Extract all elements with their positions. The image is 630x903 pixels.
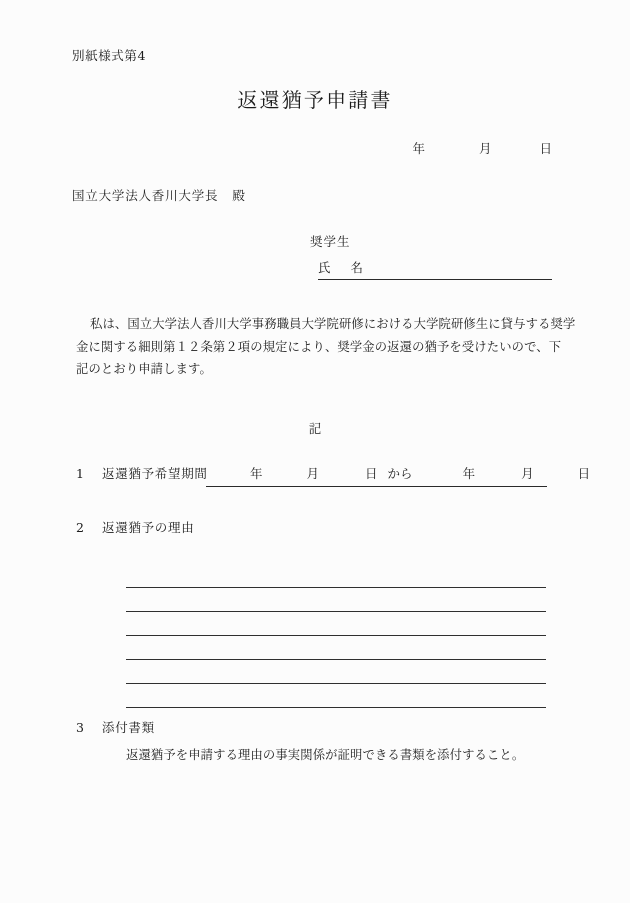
period-to-month-label: 月	[521, 466, 534, 481]
period-from-year-label: 年	[250, 466, 263, 481]
reason-line[interactable]	[126, 684, 546, 708]
ki-marker: 記	[308, 421, 322, 436]
date-day-label: 日	[539, 141, 552, 156]
reason-line[interactable]	[126, 636, 546, 660]
applicant-name-field[interactable]	[318, 258, 552, 280]
body-line-2: 金に関する細則第１２条第２項の規定により、奨学金の返還の猶予を受けたいので、下	[76, 339, 562, 354]
deferment-period-field[interactable]	[206, 464, 591, 487]
applicant-role-label: 奨学生	[310, 234, 351, 249]
item-1-label	[76, 464, 208, 482]
body-line-1: 私は、国立大学法人香川大学事務職員大学院研修における大学院研修生に貸与する奨学	[90, 317, 576, 331]
name-label-given: 名	[350, 260, 364, 275]
body-line-3: 記のとおり申請します。	[76, 362, 212, 376]
item-2-label	[76, 518, 194, 536]
reason-line[interactable]	[126, 564, 546, 588]
item-2-title: 返還猶予の理由	[102, 520, 195, 535]
name-label-surname: 氏	[318, 260, 331, 275]
date-month-label: 月	[479, 141, 492, 156]
addressee-line	[72, 186, 246, 204]
reason-line[interactable]	[126, 588, 546, 612]
page-title: 返還猶予申請書	[237, 88, 393, 112]
reason-line[interactable]	[126, 660, 546, 684]
period-to-day-label: 日	[577, 466, 591, 481]
item-1-title: 返還猶予希望期間	[102, 466, 208, 481]
date-year-label: 年	[412, 141, 426, 156]
reason-line[interactable]	[126, 612, 546, 636]
addressee-name: 国立大学法人香川大学長	[72, 188, 219, 203]
item-1-number: 1	[76, 466, 84, 481]
period-from-month-label: 月	[306, 466, 320, 481]
period-connector: から	[387, 466, 413, 481]
item-3-title: 添付書類	[102, 720, 155, 735]
date-line[interactable]	[413, 139, 552, 157]
item-3-label	[76, 718, 155, 736]
attachment-note: 返還猶予を申請する理由の事実関係が証明できる書類を添付すること。	[126, 748, 525, 762]
period-from-day-label: 日	[365, 466, 378, 481]
item-3-number: 3	[76, 720, 84, 735]
form-number: 別紙様式第4	[72, 48, 147, 63]
period-to-year-label: 年	[462, 466, 476, 481]
body-paragraph	[76, 313, 576, 381]
item-2-number: 2	[76, 520, 84, 535]
addressee-honorific: 殿	[232, 188, 246, 203]
reason-writing-area[interactable]	[126, 564, 546, 708]
